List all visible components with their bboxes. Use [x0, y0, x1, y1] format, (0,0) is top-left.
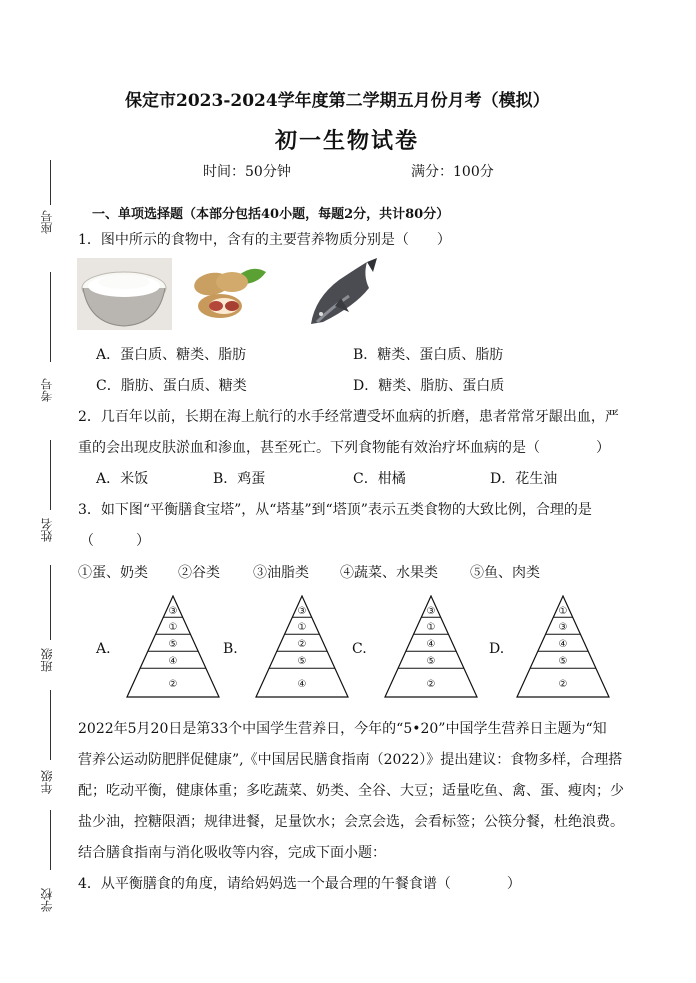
side-label-exam-number: 考号	[40, 378, 54, 402]
side-label-name: 姓名	[40, 518, 54, 542]
question-1-option-b[interactable]: B．糖类、蛋白质、脂肪	[353, 347, 504, 363]
pyramid-a-layer-3: ⑤	[168, 639, 178, 650]
pyramid-b-layer-5: ④	[297, 679, 307, 690]
question-1-option-a[interactable]: A．蛋白质、糖类、脂肪	[96, 347, 247, 363]
pyramid-b-letter[interactable]: B.	[223, 641, 238, 657]
exam-time: 时间：50分钟	[203, 164, 291, 180]
pyramid-d-layer-3: ④	[558, 639, 568, 650]
pyramid-a-letter[interactable]: A.	[96, 641, 111, 657]
pyramid-b-layer-1: ③	[297, 606, 307, 617]
pyramid-a-layer-2: ①	[168, 622, 178, 633]
side-label-seat: 座号	[40, 210, 54, 234]
exam-subtitle: 初一生物试卷	[275, 128, 420, 154]
section-heading: 一、单项选择题（本部分包括40小题，每题2分，共计80分）	[92, 207, 450, 222]
pyramid-c-layer-4: ⑤	[426, 656, 436, 667]
pyramid-a-layer-1: ③	[168, 606, 178, 617]
exam-score: 满分：100分	[411, 164, 494, 180]
side-label-class: 班级	[40, 648, 54, 672]
question-3-stem-line1: 3．如下图“平衡膳食宝塔”，从“塔基”到“塔顶”表示五类食物的大致比例，合理的是	[78, 502, 592, 518]
pyramid-a-layer-4: ④	[168, 656, 178, 667]
margin-line-2	[50, 272, 51, 362]
pyramid-a-layer-5: ②	[168, 679, 178, 690]
pyramid-b-layer-3: ②	[297, 639, 307, 650]
food-legend-4: ④蔬菜、水果类	[340, 565, 438, 581]
question-2-stem-line2: 重的会出现皮肤淤血和渗血，甚至死亡。下列食物能有效治疗坏血病的是（ ）	[78, 440, 610, 456]
pyramid-d-layer-5: ②	[558, 679, 568, 690]
question-1-option-c[interactable]: C．脂肪、蛋白质、糖类	[96, 378, 247, 394]
margin-line-6	[50, 810, 51, 870]
passage-line-3: 配；吃动平衡，健康体重；多吃蔬菜、奶类、全谷、大豆；适量吃鱼、禽、蛋、瘦肉；少	[78, 783, 624, 799]
margin-line-1	[50, 160, 51, 205]
question-1-option-d[interactable]: D．糖类、脂肪、蛋白质	[353, 378, 505, 394]
food-legend-3: ③油脂类	[253, 565, 309, 581]
pyramid-b-layer-2: ①	[297, 622, 307, 633]
peanut-image	[190, 262, 270, 324]
question-4-stem: 4．从平衡膳食的角度，请给妈妈选一个最合理的午餐食谱（ ）	[78, 876, 521, 892]
side-label-grade: 年级	[40, 770, 54, 794]
side-label-school: 学校	[40, 888, 54, 912]
food-legend-2: ②谷类	[178, 565, 220, 581]
question-2-option-b[interactable]: B．鸡蛋	[213, 471, 266, 487]
pyramid-b-layer-4: ⑤	[297, 656, 307, 667]
passage-line-2: 营养公运动防肥胖促健康”,《中国居民膳食指南（2022）》提出建议：食物多样，合理搭	[78, 752, 623, 768]
passage-line-5: 结合膳食指南与消化吸收等内容，完成下面小题：	[78, 845, 386, 861]
margin-line-4	[50, 565, 51, 640]
pyramid-c-letter[interactable]: C.	[352, 641, 367, 657]
pyramid-c[interactable]	[383, 595, 479, 699]
pyramid-d[interactable]	[515, 595, 611, 699]
question-2-option-d[interactable]: D．花生油	[490, 471, 558, 487]
pyramid-d-layer-1: ①	[558, 606, 568, 617]
question-3-stem-line2: （ ）	[80, 533, 150, 549]
pyramid-b[interactable]	[254, 595, 350, 699]
margin-line-3	[50, 440, 51, 510]
question-2-option-c[interactable]: C．柑橘	[353, 471, 406, 487]
exam-title: 保定市2023-2024学年度第二学期五月份月考（模拟）	[125, 91, 550, 111]
passage-line-4: 盐少油，控糖限酒；规律进餐，足量饮水；会烹会选，会看标签；公筷分餐，杜绝浪费。	[78, 814, 624, 830]
pyramid-a[interactable]	[125, 595, 221, 699]
margin-line-5	[50, 690, 51, 760]
pyramid-d-letter[interactable]: D.	[489, 641, 505, 657]
fish-image	[305, 258, 380, 326]
food-legend-5: ⑤鱼、肉类	[470, 565, 540, 581]
food-legend-1: ①蛋、奶类	[78, 565, 148, 581]
passage-line-1: 2022年5月20日是第33个中国学生营养日，今年的“5•20”中国学生营养日主题为“知	[78, 721, 607, 737]
question-2-stem-line1: 2．几百年以前，长期在海上航行的水手经常遭受坏血病的折磨，患者常常牙龈出血，严	[78, 409, 619, 425]
pyramid-c-layer-3: ④	[426, 639, 436, 650]
pyramid-d-layer-4: ⑤	[558, 656, 568, 667]
pyramid-c-layer-2: ①	[426, 622, 436, 633]
pyramid-d-layer-2: ③	[558, 622, 568, 633]
rice-bowl-image	[77, 258, 172, 330]
question-1-stem: 1．图中所示的食物中，含有的主要营养物质分别是（ ）	[78, 232, 451, 248]
pyramid-c-layer-1: ③	[426, 606, 436, 617]
question-2-option-a[interactable]: A．米饭	[96, 471, 149, 487]
pyramid-c-layer-5: ②	[426, 679, 436, 690]
